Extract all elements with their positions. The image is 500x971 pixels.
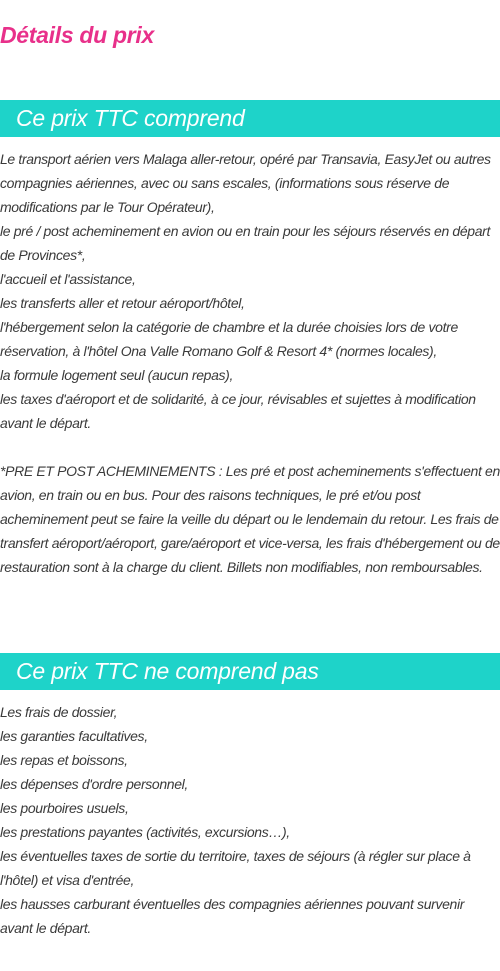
excluded-item: les repas et boissons, [0,752,128,768]
excluded-section-title: Ce prix TTC ne comprend pas [16,658,319,684]
excluded-item: Les frais de dossier, [0,704,118,720]
included-section-header [0,100,500,137]
excluded-section-header [0,653,500,690]
excluded-item: les pourboires usuels, [0,800,129,816]
excluded-list [0,700,500,940]
included-item: les taxes d'aéroport et de solidarité, à ce jour, révisables et sujettes à modification avant le départ. [0,391,476,431]
included-section-title: Ce prix TTC comprend [16,105,245,131]
included-item: l'accueil et l'assistance, [0,271,136,287]
acheminement-footnote: *PRE ET POST ACHEMINEMENTS : Les pré et post acheminements s'effectuent en avion, en train ou en bus. Pour des raisons techniques, le pré et/ou post acheminement peut se faire la veille du départ ou le lendemain du retour. Les frais de transfert aéroport/aéroport, gare/aéroport et vice-versa, les frais d'hébergement ou de restauration sont à la charge du client. Billets non modifiables, non remboursables. [0,463,500,575]
included-item: l'hébergement selon la catégorie de chambre et la durée choisies lors de votre réservation, à l'hôtel Ona Valle Romano Golf & Resort 4* (normes locales), [0,319,458,359]
included-item: Le transport aérien vers Malaga aller-retour, opéré par Transavia, EasyJet ou autres compagnies aériennes, avec ou sans escales, (informations sous réserve de modifications par le Tour Opérateur), [0,151,491,215]
page-title: Détails du prix [0,22,154,48]
included-list [0,147,500,579]
excluded-item: les hausses carburant éventuelles des compagnies aériennes pouvant survenir avant le départ. [0,896,465,936]
included-item: les transferts aller et retour aéroport/hôtel, [0,295,245,311]
included-item: la formule logement seul (aucun repas), [0,367,234,383]
excluded-item: les éventuelles taxes de sortie du territoire, taxes de séjours (à régler sur place à l'hôtel) et visa d'entrée, [0,848,471,888]
excluded-item: les dépenses d'ordre personnel, [0,776,188,792]
included-item: le pré / post acheminement en avion ou en train pour les séjours réservés en départ de Provinces*, [0,223,491,263]
excluded-item: les prestations payantes (activités, excursions…), [0,824,290,840]
excluded-item: les garanties facultatives, [0,728,148,744]
